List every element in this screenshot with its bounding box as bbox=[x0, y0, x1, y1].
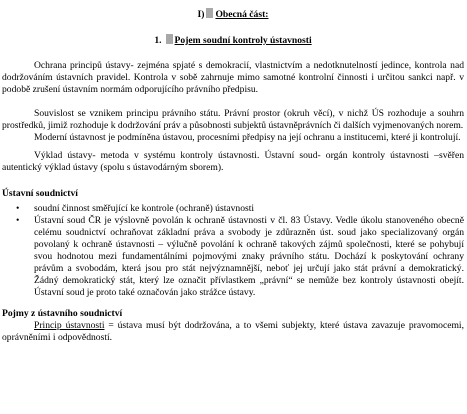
heading-marker bbox=[166, 34, 173, 44]
bullet-list bbox=[2, 203, 464, 299]
paragraph-souvislost: Souvislost se vznikem principu právního státu. Právní prostor (okruh věcí), v nichž ÚS rozhoduje a souhrn prostředků, jimiž rozhoduje k dodržování práv a působnosti subjektů ústavněprávních či dalších vyjmenovaných norem. bbox=[2, 108, 464, 131]
definition-text: = ústava musí být dodržována, a to všemi subjekty, které ústava zavazuje pravomocemi, oprávněními i odpovědností. bbox=[2, 320, 465, 343]
list-item: • soudní činnost směřující ke kontrole (ochraně) ústavnosti bbox=[34, 203, 464, 215]
heading-pojmy: Pojmy z ústavního soudnictví bbox=[2, 308, 123, 319]
heading-ustavni-soudnictvi: Ústavní soudnictví bbox=[2, 188, 78, 199]
paragraph-ochrana: Ochrana principů ústavy- zejména spjaté s demokracií, vlastnictvím a nedotknutelností jedince, kontrola nad dodržováním ústavních pravidel. Kontrola v sobě zahrnuje mimo samotné kontrolní činnosti i určitou sankci např. v podobě zrušení ústavním normám odporujícího právního předpisu. bbox=[2, 60, 464, 95]
section-number: I) bbox=[197, 9, 205, 20]
section-title: Obecná část: bbox=[215, 9, 269, 20]
defined-term: Princip ústavnosti bbox=[34, 320, 105, 331]
paragraph-vyklad-ustavy: Výklad ústavy- metoda v systému kontroly ústavnosti. Ústavní soud- orgán kontroly ústavnosti –svěřen autentický výklad ústavy (spolu s ústavodárným sborem). bbox=[2, 150, 464, 173]
document-page bbox=[0, 8, 467, 414]
list-item: • Ústavní soud ČR je výslovně povolán k ochraně ústavnosti v čl. 83 Ústavy. Vedle úkolu stanoveného obecně celému soudnictví ochraňovat základní práva a svobody je zdůrazněn úst. soud jako specializovaný orgán povolaný k ochraně ústavnosti – výlučně povolání k ochraně takových zájmů společnosti, které se pohybují svou hodnotou mezi fundamentálními pojmovými znaky právního státu. Dochází k poskytování ochrany právům a svobodám, která jsou pro stát nejvýznamnější, neboť jej určují jako stát právní a demokratický. Žádný demokratický stát, který lze označit přívlastkem „právní“ se nemůže bez kontroly ústavnosti obejít. Ústavní soud je proto také označován jako strážce ústavy. bbox=[34, 215, 464, 299]
subsection-heading bbox=[2, 34, 464, 46]
subsection-number: 1. bbox=[154, 35, 162, 46]
section-heading bbox=[2, 8, 464, 20]
definition-paragraph bbox=[2, 320, 464, 344]
paragraph-moderni-ustavnost: Moderní ústavnost je podmíněna ústavou, procesními předpisy na její ochranu a institucemi, které ji kontrolují. bbox=[34, 132, 461, 143]
heading-marker bbox=[206, 8, 213, 18]
subsection-title: Pojem soudní kontroly ústavnosti bbox=[174, 35, 312, 46]
